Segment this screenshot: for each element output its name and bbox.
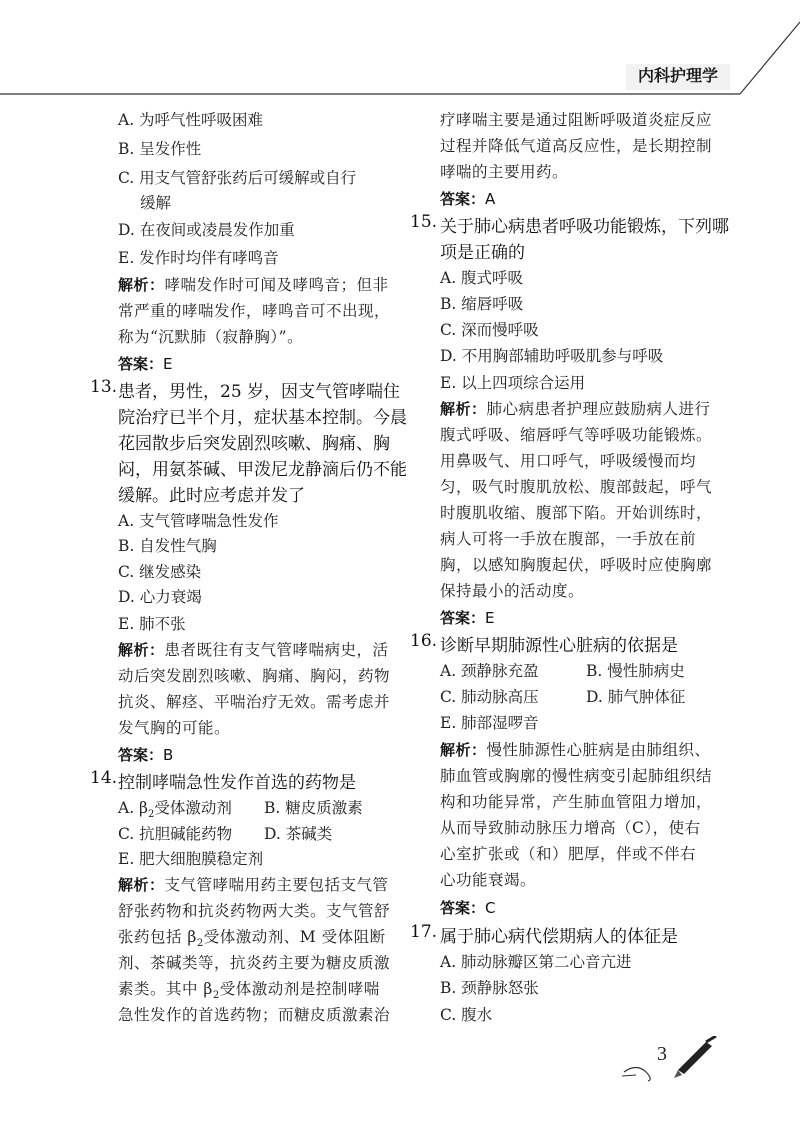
question-stem-line: 诊断早期肺源性心脏病的依据是 bbox=[440, 636, 678, 656]
analysis-line: 病人可将一手放在腹部，一手放在前 bbox=[440, 530, 697, 548]
option-line: E. 以上四项综合运用 bbox=[440, 374, 586, 392]
analysis-line: 常严重的哮喘发作，哮鸣音可不出现， bbox=[118, 302, 391, 320]
question-stem-line: 关于肺心病患者呼吸功能锻炼，下列哪 bbox=[440, 217, 729, 237]
answer-value: C bbox=[485, 899, 496, 917]
analysis-label: 解析： bbox=[118, 641, 165, 659]
analysis-line: 剂、茶碱类等，抗炎药主要为糖皮质激 bbox=[118, 954, 391, 972]
option-a: A. 颈静脉充盈 bbox=[440, 662, 539, 680]
option-line: A. 肺动脉瓣区第二心音亢进 bbox=[440, 953, 632, 971]
analysis-line: 保持最小的活动度。 bbox=[440, 582, 585, 600]
analysis-line: 舒张药物和抗炎药物两大类。支气管舒 bbox=[118, 902, 391, 920]
option-b: B. 糖皮质激素 bbox=[264, 799, 363, 817]
analysis-line: 腹式呼吸、缩唇呼气等呼吸功能锻炼。 bbox=[440, 426, 713, 444]
answer-label: 答案： bbox=[440, 899, 486, 917]
option-line: E. 发作时均伴有哮鸣音 bbox=[118, 249, 279, 267]
analysis-line: 哮喘的主要用药。 bbox=[440, 163, 569, 181]
option-e: E. 肺部湿啰音 bbox=[440, 714, 539, 732]
option-e: E. 肥大细胞膜稳定剂 bbox=[118, 850, 264, 868]
option-line: 缓解 bbox=[140, 194, 172, 212]
option-line: A. 为呼气性呼吸困难 bbox=[118, 111, 264, 129]
question-stem-line: 患者，男性，25 岁，因支气管哮喘住 bbox=[118, 382, 401, 402]
option-line: B. 颈静脉怒张 bbox=[440, 979, 539, 997]
analysis-line: 急性发作的首选药物；而糖皮质激素治 bbox=[118, 1006, 391, 1024]
analysis-line: 匀，吸气时腹肌放松、腹部鼓起，呼气 bbox=[440, 478, 713, 496]
option-line: B. 呈发作性 bbox=[118, 140, 202, 158]
analysis-line: 构和功能异常，产生肺血管阻力增加， bbox=[440, 793, 713, 811]
option-line: D. 不用胸部辅助呼吸肌参与呼吸 bbox=[440, 347, 664, 365]
answer-value: A bbox=[485, 190, 496, 208]
question-number: 16. bbox=[410, 631, 438, 651]
option-line: D. 在夜间或凌晨发作加重 bbox=[118, 221, 295, 239]
option-line: E. 肺不张 bbox=[118, 615, 186, 633]
question-stem-line: 控制哮喘急性发作首选的药物是 bbox=[118, 773, 356, 793]
analysis-line: 动后突发剧烈咳嗽、胸痛、胸闷，药物 bbox=[118, 667, 391, 685]
option-b: B. 慢性肺病史 bbox=[586, 662, 685, 680]
question-number: 14. bbox=[90, 768, 118, 788]
question-number: 15. bbox=[410, 212, 438, 232]
question-stem-line: 项是正确的 bbox=[440, 243, 525, 263]
analysis-label: 解析： bbox=[440, 741, 487, 759]
option-line: A. 支气管哮喘急性发作 bbox=[118, 512, 279, 530]
option-line: C. 深而慢呼吸 bbox=[440, 321, 539, 339]
analysis-label: 解析： bbox=[118, 276, 165, 294]
analysis-line: 心功能衰竭。 bbox=[440, 871, 537, 889]
answer-line bbox=[440, 607, 495, 628]
option-c: C. 肺动脉高压 bbox=[440, 688, 539, 706]
answer-label: 答案： bbox=[118, 746, 164, 764]
option-d: D. 茶碱类 bbox=[264, 825, 333, 843]
analysis-line: 疗哮喘主要是通过阻断呼吸道炎症反应 bbox=[440, 111, 713, 129]
analysis-label: 解析： bbox=[440, 400, 487, 418]
page-number: 3 bbox=[657, 1043, 667, 1065]
answer-label: 答案： bbox=[118, 355, 164, 373]
option-c: C. 抗胆碱能药物 bbox=[118, 825, 233, 843]
question-stem-line: 花园散步后突发剧烈咳嗽、胸痛、胸 bbox=[118, 434, 390, 454]
analysis-line: 解析：患者既往有支气管哮喘病史，活 bbox=[118, 641, 389, 659]
question-number: 17. bbox=[410, 922, 438, 942]
answer-label: 答案： bbox=[440, 609, 486, 627]
option-d: D. 肺气肿体征 bbox=[586, 688, 686, 706]
option-a: A. $\beta_2$受体激动剂 bbox=[118, 799, 232, 821]
analysis-line: 解析：支气管哮喘用药主要包括支气管 bbox=[118, 876, 389, 894]
answer-line bbox=[118, 744, 173, 765]
analysis-line: 称为“沉默肺（寂静胸）”。 bbox=[118, 328, 304, 346]
option-line: C. 腹水 bbox=[440, 1006, 493, 1024]
question-stem-line: 闷，用氨茶碱、甲泼尼龙静滴后仍不能 bbox=[118, 460, 407, 480]
analysis-line: 抗炎、解痉、平喘治疗无效。需考虑并 bbox=[118, 693, 391, 711]
answer-value: B bbox=[163, 746, 174, 764]
analysis-line: 用鼻吸气、用口呼气，呼吸缓慢而均 bbox=[440, 452, 697, 470]
option-line: B. 缩唇呼吸 bbox=[440, 295, 524, 313]
running-header-title: 内科护理学 bbox=[637, 66, 718, 85]
analysis-line: 从而导致肺动脉压力增高（C），使右 bbox=[440, 819, 701, 837]
analysis-line: 解析：慢性肺源性心脏病是由肺组织、 bbox=[440, 741, 711, 759]
option-line: A. 腹式呼吸 bbox=[440, 269, 524, 287]
answer-line bbox=[440, 188, 495, 209]
option-line: C. 继发感染 bbox=[118, 563, 202, 581]
answer-value: E bbox=[485, 609, 495, 627]
analysis-line: 发气胸的可能。 bbox=[118, 719, 231, 737]
option-line: B. 自发性气胸 bbox=[118, 537, 217, 555]
option-line: C. 用支气管舒张药后可缓解或自行 bbox=[118, 169, 357, 187]
question-stem-line: 院治疗已半个月，症状基本控制。今晨 bbox=[118, 408, 407, 428]
answer-value: E bbox=[163, 355, 173, 373]
analysis-line: 心室扩张或（和）肥厚，伴或不伴右 bbox=[440, 845, 697, 863]
answer-line bbox=[118, 353, 173, 374]
question-stem-line: 属于肺心病代偿期病人的体征是 bbox=[440, 927, 678, 947]
pen-icon bbox=[622, 1036, 722, 1084]
analysis-line: 解析：哮喘发作时可闻及哮鸣音；但非 bbox=[118, 276, 389, 294]
question-stem-line: 缓解。此时应考虑并发了 bbox=[118, 486, 305, 506]
option-line: D. 心力衰竭 bbox=[118, 588, 202, 606]
analysis-line: 肺血管或胸廓的慢性病变引起肺组织结 bbox=[440, 767, 713, 785]
analysis-line: 时腹肌收缩、腹部下陷。开始训练时， bbox=[440, 504, 713, 522]
analysis-line: 过程并降低气道高反应性，是长期控制 bbox=[440, 137, 713, 155]
analysis-label: 解析： bbox=[118, 876, 165, 894]
analysis-line: 张药包括 $\beta_2$受体激动剂、M 受体阻断 bbox=[118, 928, 386, 950]
analysis-line: 素类。其中 $\beta_2$受体激动剂是控制哮喘 bbox=[118, 980, 380, 1002]
question-number: 13. bbox=[90, 377, 118, 397]
answer-label: 答案： bbox=[440, 190, 486, 208]
analysis-line: 胸，以感知胸腹起伏，呼吸时应使胸廓 bbox=[440, 556, 713, 574]
answer-line bbox=[440, 897, 496, 918]
analysis-line: 解析：肺心病患者护理应鼓励病人进行 bbox=[440, 400, 711, 418]
